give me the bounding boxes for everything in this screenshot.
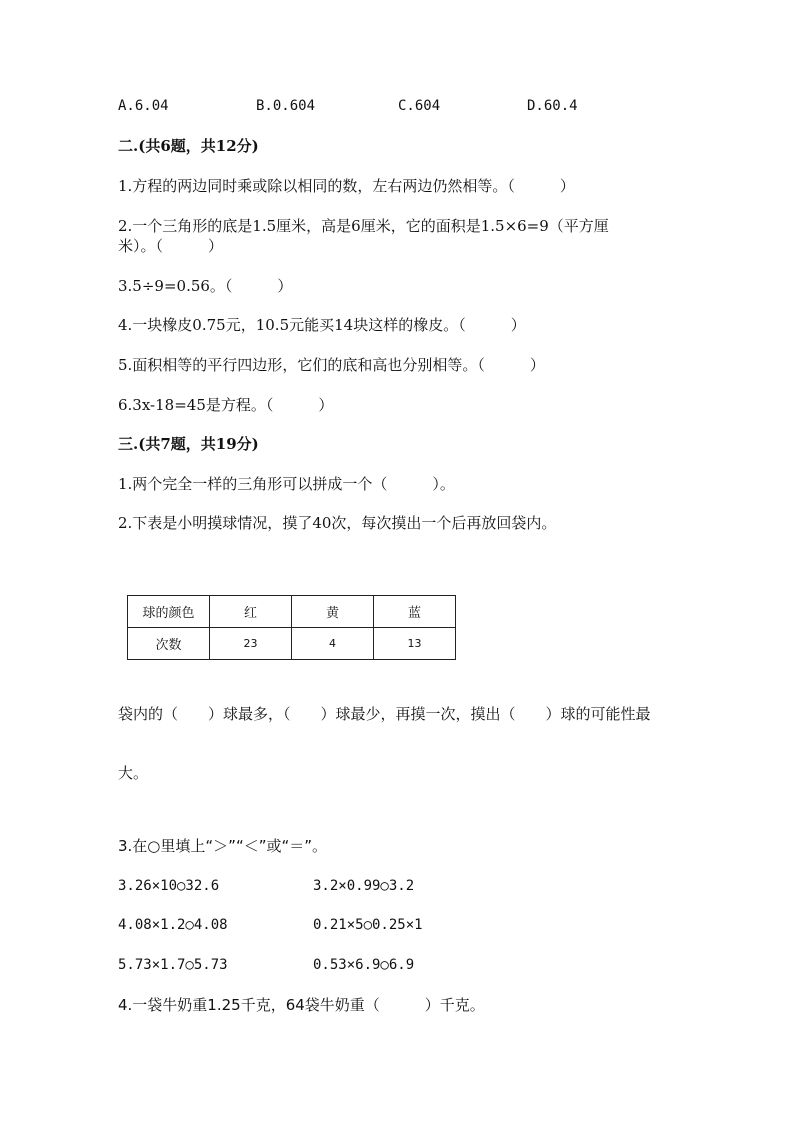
compare-item: 0.21×5○0.25×1: [313, 917, 423, 933]
section-2-question-6: 6.3x-18=45是方程。（ ）: [118, 396, 334, 414]
section-2-question-4: 4.一块橡皮0.75元，10.5元能买14块这样的橡皮。（ ）: [118, 316, 526, 334]
section-3-question-2-fill-line-1: 袋内的（ ）球最多，（ ）球最少，再摸一次，摸出（ ）球的可能性最: [118, 705, 651, 723]
table-cell: 13: [374, 628, 456, 660]
compare-item: 3.26×10○32.6: [118, 878, 220, 894]
option-c: C.604: [398, 98, 441, 114]
table-header-cell: 球的颜色: [128, 596, 210, 628]
compare-item: 5.73×1.7○5.73: [118, 957, 228, 973]
table-cell: 次数: [128, 628, 210, 660]
option-b: B.0.604: [256, 98, 316, 114]
section-3-question-2: 2.下表是小明摸球情况，摸了40次，每次摸出一个后再放回袋内。: [118, 514, 557, 532]
table-cell: 4: [292, 628, 374, 660]
option-a: A.6.04: [118, 98, 169, 114]
ball-draw-table: [127, 595, 456, 660]
section-2-question-1: 1.方程的两边同时乘或除以相同的数，左右两边仍然相等。（ ）: [118, 177, 575, 195]
table-header-cell: 黄: [292, 596, 374, 628]
section-2-question-5: 5.面积相等的平行四边形，它们的底和高也分别相等。（ ）: [118, 356, 545, 374]
table-header-cell: 红: [210, 596, 292, 628]
section-3-question-2-fill-line-2: 大。: [118, 764, 149, 782]
table-cell: 23: [210, 628, 292, 660]
option-d: D.60.4: [527, 98, 578, 114]
compare-item: 4.08×1.2○4.08: [118, 917, 228, 933]
section-2-heading: 二.(共6题，共12分): [118, 137, 259, 155]
section-2-question-3: 3.5÷9=0.56。（ ）: [118, 277, 293, 295]
table-header-cell: 蓝: [374, 596, 456, 628]
section-2-question-2-line-1: 2.一个三角形的底是1.5厘米，高是6厘米，它的面积是1.5×6=9（平方厘: [118, 217, 609, 235]
table-row: [128, 596, 456, 628]
section-3-question-4: 4.一袋牛奶重1.25千克，64袋牛奶重（ ）千克。: [118, 996, 485, 1014]
table-row: [128, 628, 456, 660]
section-3-heading: 三.(共7题，共19分): [118, 435, 259, 453]
section-3-question-1: 1.两个完全一样的三角形可以拼成一个（ ）。: [118, 475, 455, 493]
compare-item: 3.2×0.99○3.2: [313, 878, 415, 894]
compare-item: 0.53×6.9○6.9: [313, 957, 415, 973]
section-3-question-3: 3.在○里填上“＞”“＜”或“＝”。: [118, 837, 328, 855]
section-2-question-2-line-2: 米）。（ ）: [118, 237, 224, 255]
